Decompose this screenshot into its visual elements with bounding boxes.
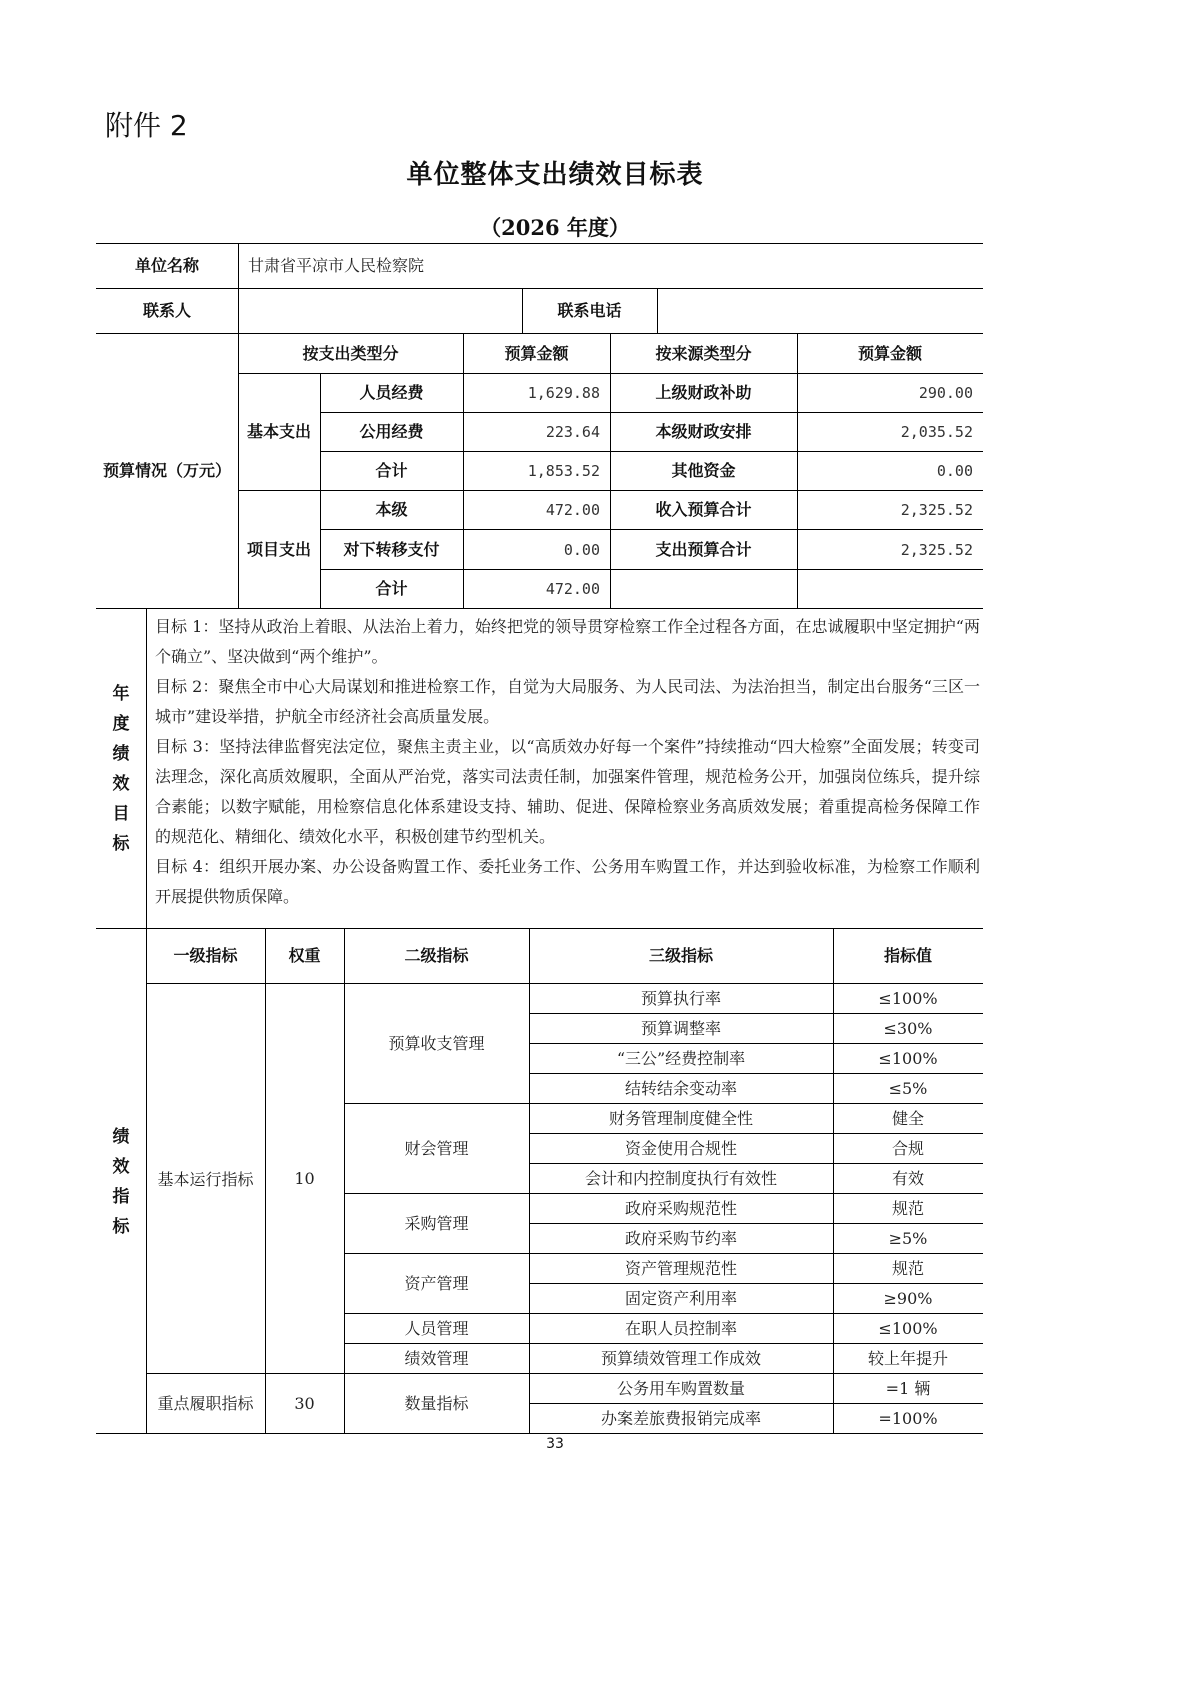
goals-label-char: 年 (112, 683, 130, 704)
indicators-label-char: 标 (112, 1216, 130, 1237)
header-amount-2: 预算金额 (857, 343, 922, 363)
level2-name: 绩效管理 (404, 1348, 469, 1368)
indicator-value: 规范 (891, 1258, 924, 1278)
expense-row-amount: 1,629.88 (527, 384, 600, 402)
project-expense-label: 项目支出 (246, 539, 311, 559)
level1-weight: 10 (294, 1168, 315, 1188)
goal-item: 目标 4：组织开展办案、办公设备购置工作、委托业务工作、公务用车购置工作，并达到验收标准，为检察工作顺利开展提供物质保障。 (155, 857, 980, 906)
header-weight: 权重 (288, 946, 321, 966)
indicator-value: 健全 (891, 1108, 924, 1128)
level3-name: 结转结余变动率 (624, 1078, 737, 1098)
expense-row-label: 对下转移支付 (343, 539, 440, 559)
header-level3: 三级指标 (648, 946, 713, 966)
budget-section-label: 预算情况（万元） (102, 461, 231, 481)
header-by-source-type: 按来源类型分 (655, 343, 752, 363)
expense-row-label: 公用经费 (359, 422, 424, 442)
page-number: 33 (546, 1436, 564, 1452)
unit-name-label: 单位名称 (134, 256, 199, 276)
indicator-value: ≤100% (878, 1318, 938, 1338)
goals-label-char: 标 (112, 833, 130, 854)
source-row-amount: 290.00 (918, 384, 973, 402)
expense-row-amount: 1,853.52 (527, 462, 600, 480)
attachment-label: 附件 2 (105, 109, 188, 142)
indicator-value: ≤5% (888, 1078, 928, 1098)
header-level2: 二级指标 (404, 946, 469, 966)
goals-label-char: 度 (112, 713, 130, 734)
level1-name: 重点履职指标 (157, 1393, 254, 1413)
goal-item: 目标 3：坚持法律监督宪法定位，聚焦主责主业，以“高质效办好每一个案件”持续推动“四大检察”全面发展；转变司法理念，深化高质效履职，全面从严治党，落实司法责任制，加强案件管理，规范检务公开，加强岗位练兵，提升综合素能；以数字赋能，用检察信息化体系建设支持、辅助、促进、保障检察业务高质效发展；着重提高检务保障工作的规范化、精细化、绩效化水平，积极创建节约型机关。 (155, 737, 980, 846)
header-amount-1: 预算金额 (504, 343, 569, 363)
source-row-amount: 2,325.52 (900, 540, 973, 559)
level2-name: 数量指标 (404, 1393, 469, 1413)
level2-name: 预算收支管理 (388, 1033, 485, 1053)
source-row-label: 上级财政补助 (655, 383, 752, 403)
indicator-value: 较上年提升 (867, 1348, 948, 1368)
goal-item: 目标 1：坚持从政治上着眼、从法治上着力，始终把党的领导贯穿检察工作全过程各方面，在忠诚履职中坚定拥护“两个确立”、坚决做到“两个维护”。 (155, 617, 980, 666)
source-row-amount: 2,035.52 (900, 423, 973, 441)
phone-label: 联系电话 (557, 301, 622, 321)
goals-text (155, 612, 980, 912)
goals-section-label (96, 609, 146, 928)
level3-name: “三公”经费控制率 (616, 1048, 746, 1068)
indicator-value: ≤100% (878, 1048, 938, 1068)
contact-value (238, 289, 522, 333)
indicator-value: ≥90% (883, 1288, 933, 1308)
source-row-label: 本级财政安排 (655, 422, 752, 442)
level1-weight: 30 (294, 1393, 315, 1413)
source-row-amount: 2,325.52 (900, 501, 973, 519)
level3-name: 会计和内控制度执行有效性 (584, 1168, 777, 1188)
page-subtitle: （2026 年度） (480, 215, 630, 240)
level3-name: 预算调整率 (640, 1018, 721, 1038)
indicator-value: ≤30% (883, 1018, 933, 1038)
expense-row-amount: 472.00 (545, 580, 600, 598)
level2-name: 资产管理 (404, 1273, 469, 1293)
source-row-label: 支出预算合计 (655, 539, 752, 559)
level1-name: 基本运行指标 (157, 1170, 254, 1189)
basic-expense-label: 基本支出 (246, 422, 311, 442)
level3-name: 在职人员控制率 (624, 1318, 737, 1338)
goal-item: 目标 2：聚焦全市中心大局谋划和推进检察工作，自觉为大局服务、为人民司法、为法治担当，制定出台服务“三区一城市”建设举措，护航全市经济社会高质量发展。 (155, 677, 980, 726)
expense-row-label: 合计 (375, 461, 408, 481)
source-row-amount: 0.00 (936, 462, 973, 480)
indicators-label-char: 效 (112, 1156, 130, 1177)
goals-label-char: 目 (112, 803, 130, 824)
header-value: 指标值 (883, 946, 932, 966)
level3-name: 财务管理制度健全性 (608, 1108, 753, 1128)
level3-name: 政府采购规范性 (624, 1198, 737, 1218)
indicators-label-char: 指 (112, 1186, 130, 1207)
level2-name: 财会管理 (404, 1138, 469, 1158)
indicator-value: 合规 (891, 1138, 924, 1158)
expense-row-label: 人员经费 (359, 383, 424, 403)
indicator-value: 规范 (891, 1198, 924, 1218)
indicator-value: =100% (878, 1408, 938, 1428)
level3-name: 办案差旅费报销完成率 (600, 1408, 761, 1428)
goals-label-char: 绩 (112, 743, 130, 764)
header-level1: 一级指标 (173, 946, 238, 966)
goals-label-char: 效 (112, 773, 130, 794)
indicators-label-char: 绩 (112, 1126, 130, 1147)
expense-row-label: 本级 (375, 500, 408, 520)
indicator-value: =1 辆 (885, 1378, 931, 1398)
level2-name: 人员管理 (404, 1318, 469, 1338)
expense-row-amount: 223.64 (545, 423, 600, 441)
level3-name: 固定资产利用率 (624, 1288, 737, 1308)
source-row-label: 收入预算合计 (655, 500, 752, 520)
phone-value (657, 289, 983, 333)
indicator-value: ≤100% (878, 988, 938, 1008)
source-row-label: 其他资金 (671, 461, 736, 481)
level3-name: 资金使用合规性 (624, 1138, 737, 1158)
level3-name: 预算绩效管理工作成效 (600, 1348, 761, 1368)
expense-row-amount: 0.00 (563, 540, 600, 559)
level3-name: 政府采购节约率 (624, 1228, 737, 1248)
unit-name-value: 甘肃省平凉市人民检察院 (248, 256, 425, 276)
contact-label: 联系人 (142, 301, 191, 321)
level3-name: 公务用车购置数量 (616, 1378, 745, 1398)
expense-row-amount: 472.00 (545, 501, 600, 519)
level3-name: 预算执行率 (640, 988, 721, 1008)
indicators-section-label (96, 929, 146, 1434)
page-title: 单位整体支出绩效目标表 (406, 160, 704, 190)
expense-row-label: 合计 (375, 579, 408, 599)
level2-name: 采购管理 (404, 1213, 469, 1233)
header-by-expense-type: 按支出类型分 (302, 343, 399, 363)
indicator-value: ≥5% (888, 1228, 928, 1248)
level3-name: 资产管理规范性 (624, 1258, 737, 1278)
indicator-value: 有效 (891, 1168, 924, 1188)
